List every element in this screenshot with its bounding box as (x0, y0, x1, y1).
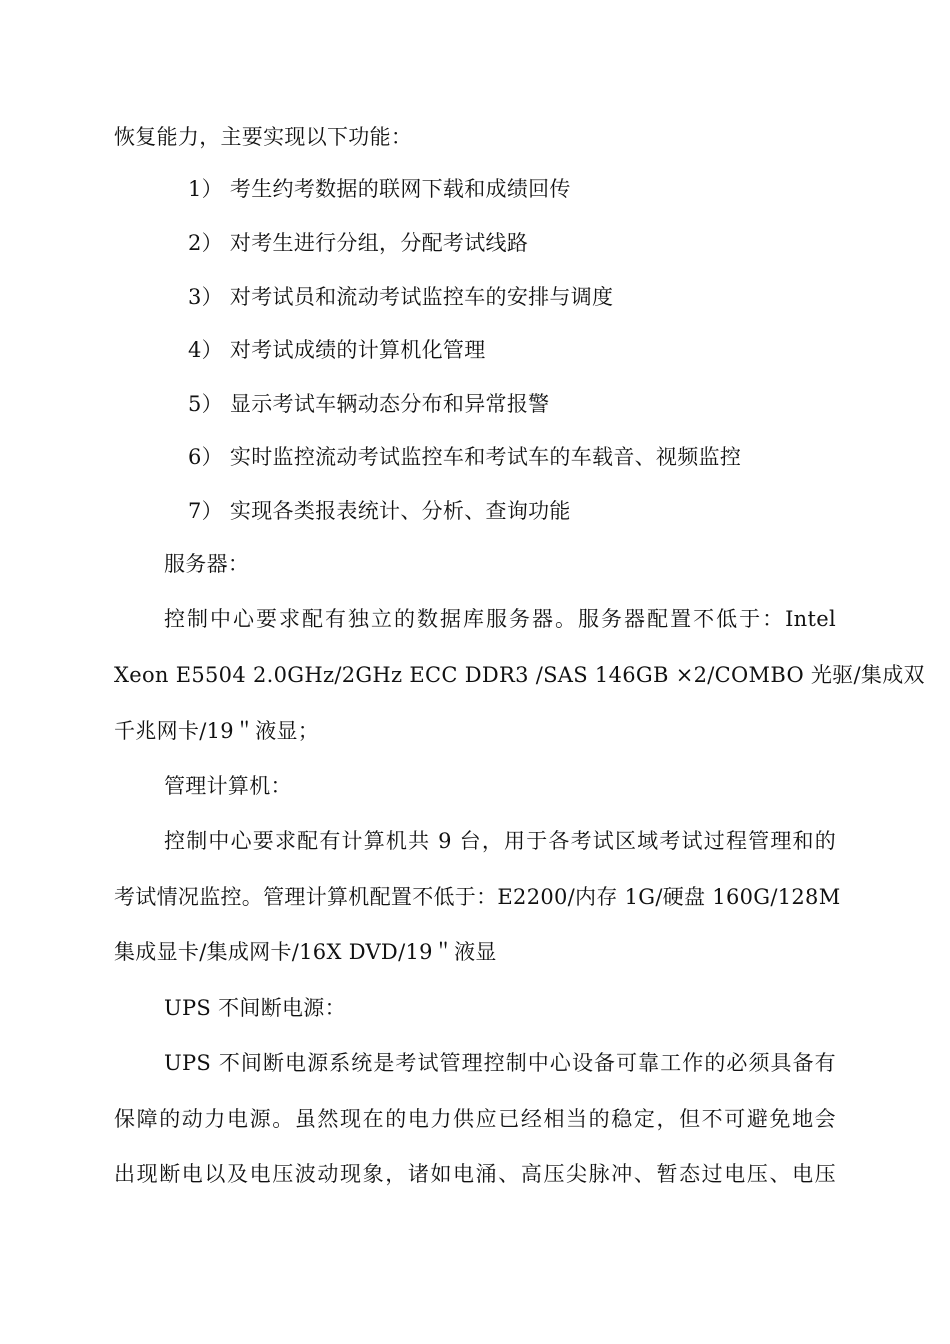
ups-paragraph-line-1: UPS 不间断电源系统是考试管理控制中心设备可靠工作的必须具备有 (164, 1051, 836, 1075)
function-item-3: 3） 对考试员和流动考试监控车的安排与调度 (188, 285, 614, 309)
ups-paragraph-line-3: 出现断电以及电压波动现象，诸如电涌、高压尖脉冲、暂态过电压、电压 (114, 1162, 836, 1186)
function-item-2: 2） 对考生进行分组，分配考试线路 (188, 231, 529, 255)
ups-heading: UPS 不间断电源： (164, 996, 346, 1020)
management-pc-heading: 管理计算机： (164, 774, 292, 798)
management-pc-paragraph-line-1: 控制中心要求配有计算机共 9 台，用于各考试区域考试过程管理和的 (164, 829, 836, 853)
function-item-6: 6） 实时监控流动考试监控车和考试车的车载音、视频监控 (188, 445, 742, 469)
server-paragraph-line-3: 千兆网卡/19＂液显； (114, 719, 320, 743)
function-item-1: 1） 考生约考数据的联网下载和成绩回传 (188, 177, 571, 201)
function-item-5: 5） 显示考试车辆动态分布和异常报警 (188, 392, 550, 416)
server-paragraph-line-2: Xeon E5504 2.0GHz/2GHz ECC DDR3 /SAS 146GB ×2/COMBO 光驱/集成双 (114, 663, 925, 687)
function-item-7: 7） 实现各类报表统计、分析、查询功能 (188, 499, 571, 523)
server-heading: 服务器： (164, 552, 250, 576)
ups-paragraph-line-2: 保障的动力电源。虽然现在的电力供应已经相当的稳定，但不可避免地会 (114, 1107, 836, 1131)
intro-line: 恢复能力，主要实现以下功能： (114, 125, 413, 149)
server-paragraph-line-1: 控制中心要求配有独立的数据库服务器。服务器配置不低于：Intel (164, 607, 836, 631)
management-pc-paragraph-line-2: 考试情况监控。管理计算机配置不低于：E2200/内存 1G/硬盘 160G/128M (114, 885, 841, 909)
management-pc-paragraph-line-3: 集成显卡/集成网卡/16X DVD/19＂液显 (114, 940, 497, 964)
function-item-4: 4） 对考试成绩的计算机化管理 (188, 338, 486, 362)
